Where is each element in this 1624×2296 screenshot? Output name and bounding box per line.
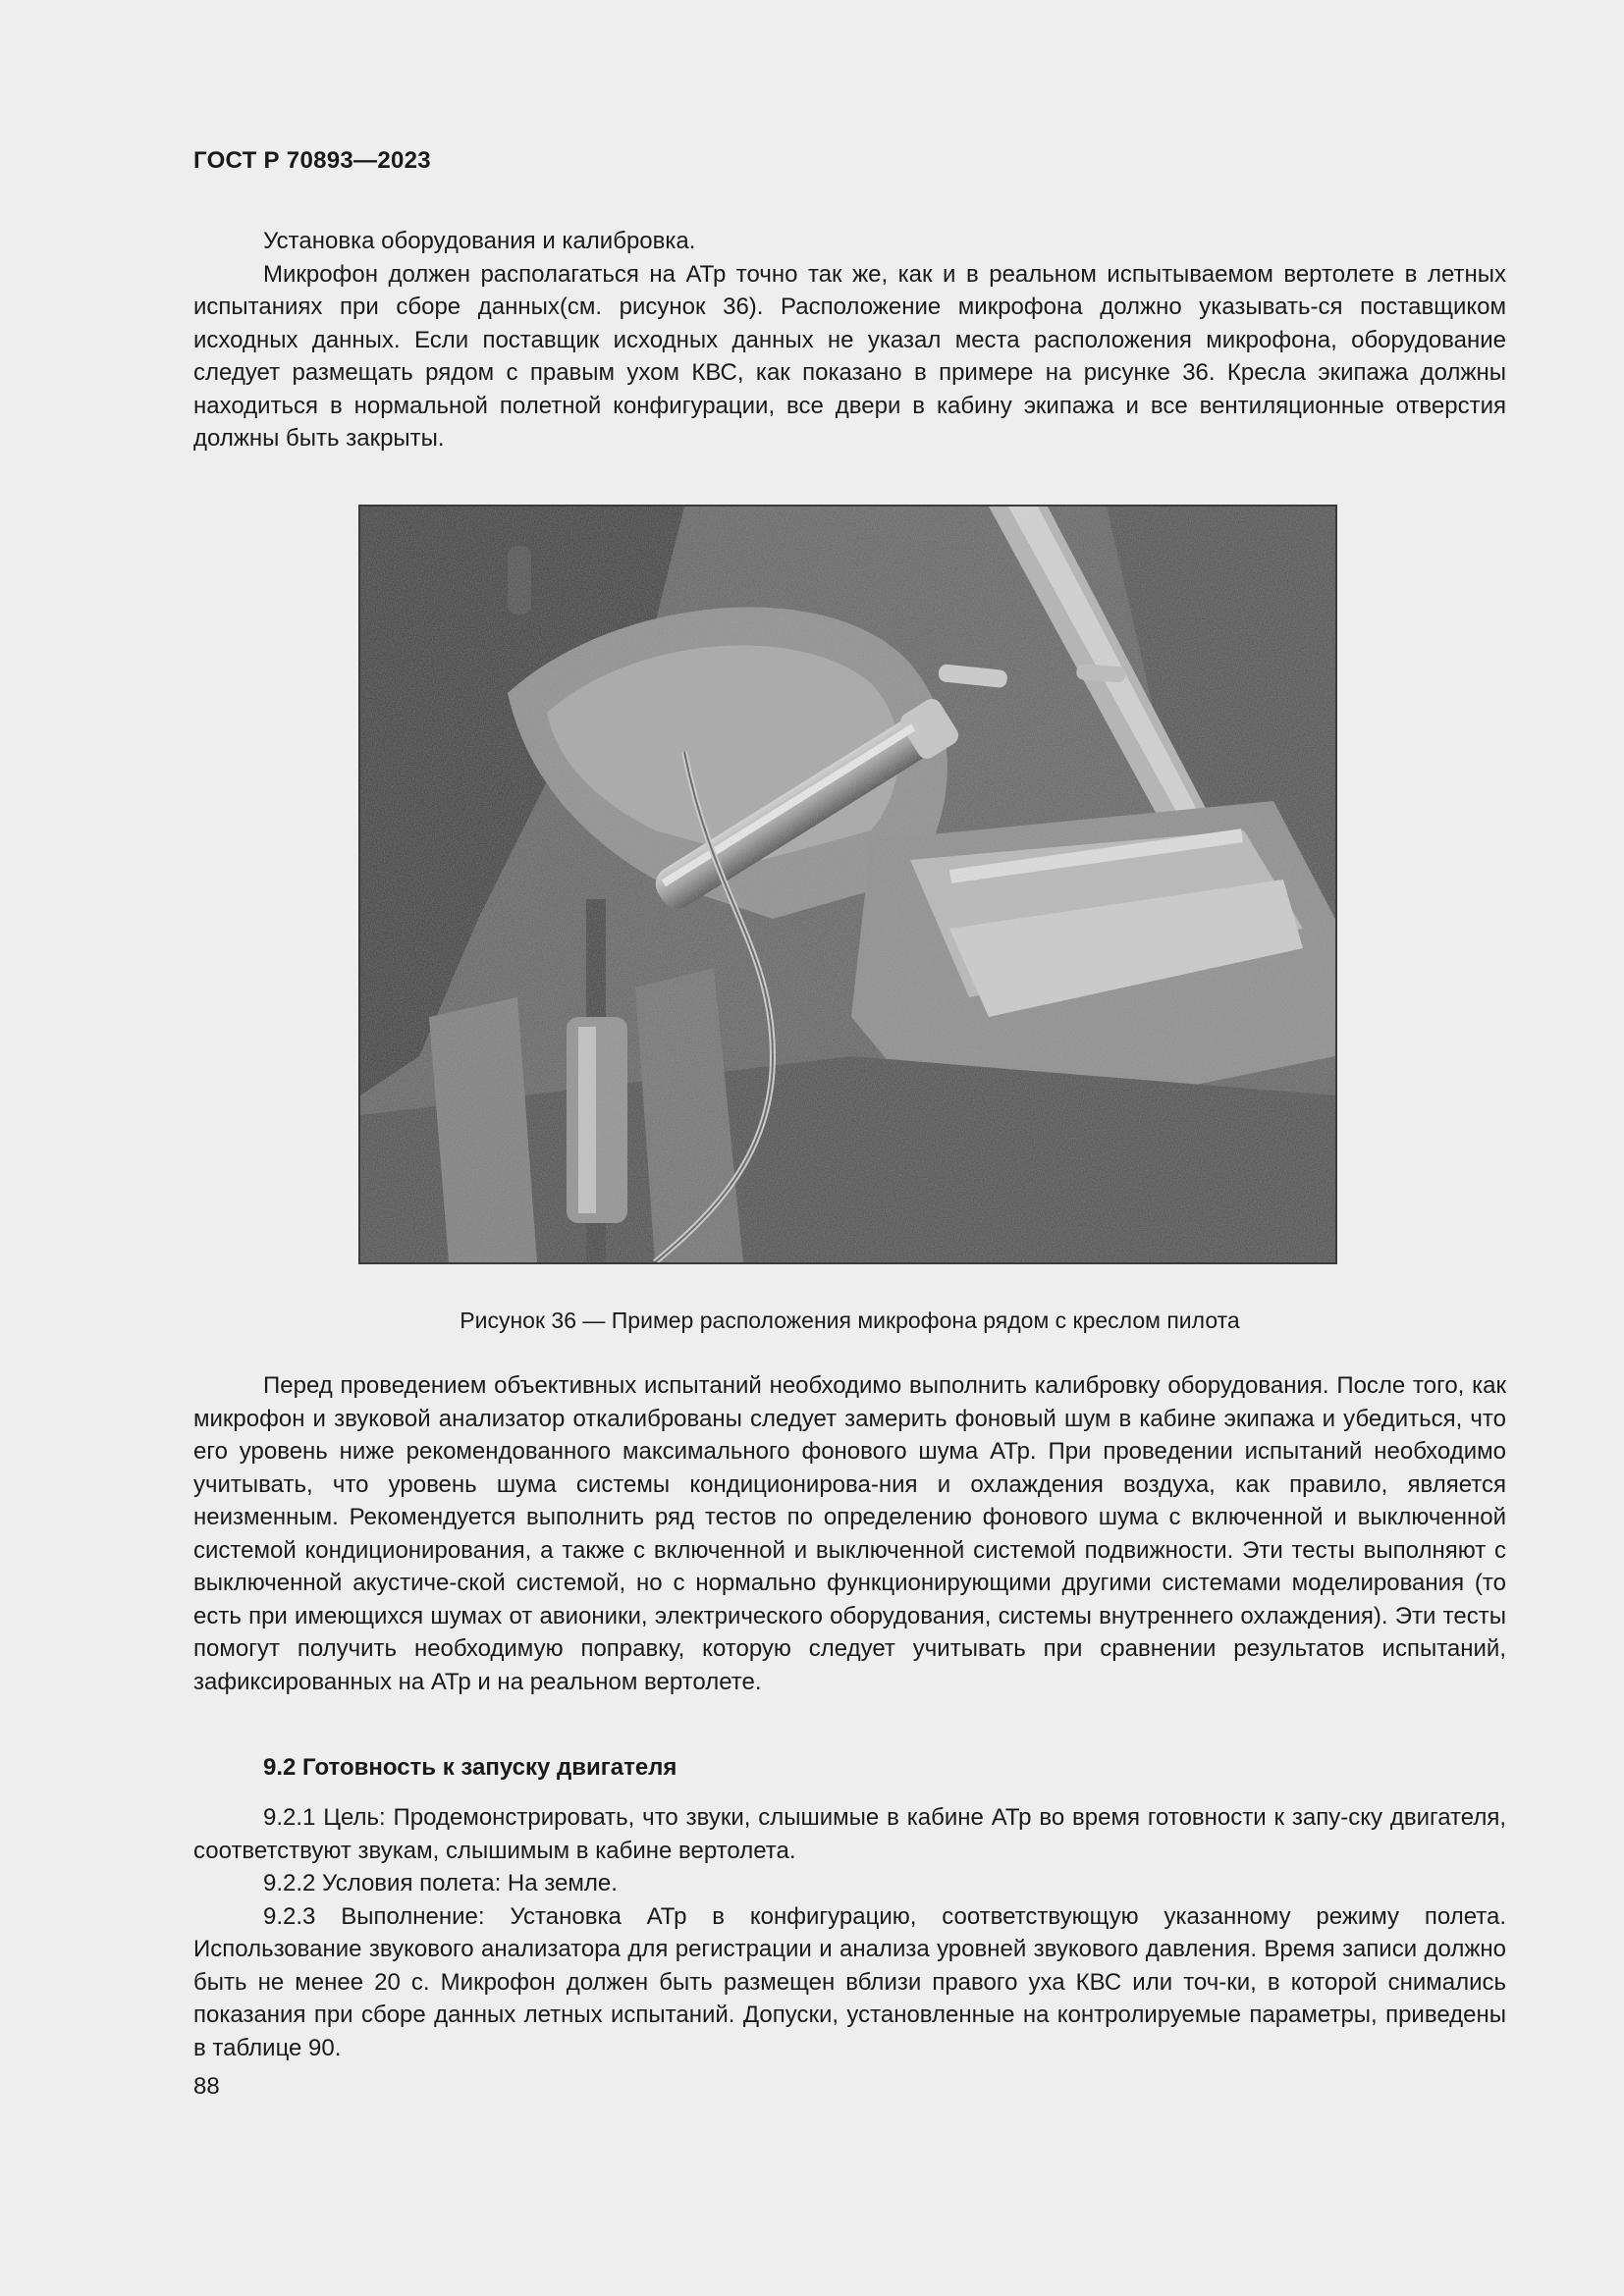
figure-36-photo — [358, 505, 1337, 1264]
section-items — [193, 1801, 1506, 2064]
intro-paragraph-1: Установка оборудования и калибровка. — [263, 228, 696, 254]
section-heading: 9.2 Готовность к запуску двигателя — [263, 1754, 677, 1781]
intro-text — [193, 225, 1506, 455]
microphone-photo-image — [360, 507, 1335, 1262]
page-number: 88 — [193, 2073, 220, 2100]
figure-caption: Рисунок 36 — Пример расположения микрофона рядом с креслом пилота — [460, 1308, 1240, 1333]
section-item-9-2-2: 9.2.2 Условия полета: На земле. — [263, 1870, 618, 1896]
section-item-9-2-1: 9.2.1 Цель: Продемонстрировать, что звуки, слышимые в кабине АТр во время готовности к запу-ску двигателя, соответствуют звукам, слышимым в кабине вертолета. — [193, 1804, 1506, 1864]
body-paragraph: Перед проведением объективных испытаний необходимо выполнить калибровку оборудования. После того, как микрофон и звуковой анализатор откалиброваны следует замерить фоновый шум в кабине экипажа и убедиться, что его уровень ниже рекомендованного максимального фонового шума АТр. При проведении испытаний необходимо учитывать, что уровень шума системы кондиционирова-ния и охлаждения воздуха, как правило, является неизменным. Рекомендуется выполнить ряд тестов по определению фонового шума с включенной и выключенной системой кондиционирования, а также с включенной и выключенной системой подвижности. Эти тесты выполняют с выключенной акустиче-ской системой, но с нормально функционирующими другими системами моделирования (то есть при имеющихся шумах от авионики, электрического оборудования, системы внутреннего охлаждения). Эти тесты помогут получить необходимую поправку, которую следует учитывать при сравнении результатов испытаний, зафиксированных на АТр и на реальном вертолете. — [193, 1372, 1506, 1695]
section-item-9-2-3: 9.2.3 Выполнение: Установка АТр в конфигурацию, соответствующую указанному режиму полета. Использование звукового анализатора для регистрации и анализа уровней звукового давления. Время записи должно быть не менее 20 с. Микрофон должен быть размещен вблизи правого уха КВС или точ-ки, в которой снимались показания при сборе данных летных испытаний. Допуски, установленные на контролируемые параметры, приведены в таблице 90. — [193, 1902, 1506, 2061]
body-text — [193, 1369, 1506, 1698]
document-header: ГОСТ Р 70893—2023 — [193, 147, 431, 174]
intro-paragraph-2: Микрофон должен располагаться на АТр точно так же, как и в реальном испытываемом вертолете в летных испытаниях при сборе данных(см. рисунок 36). Расположение микрофона должно указывать-ся поставщиком исходных данных. Если поставщик исходных данных не указал места расположения микрофона, оборудование следует размещать рядом с правым ухом КВС, как показано в примере на рисунке 36. Кресла экипажа должны находиться в нормальной полетной конфигурации, все двери в кабину экипажа и все вентиляционные отверстия должны быть закрыты. — [193, 260, 1506, 452]
